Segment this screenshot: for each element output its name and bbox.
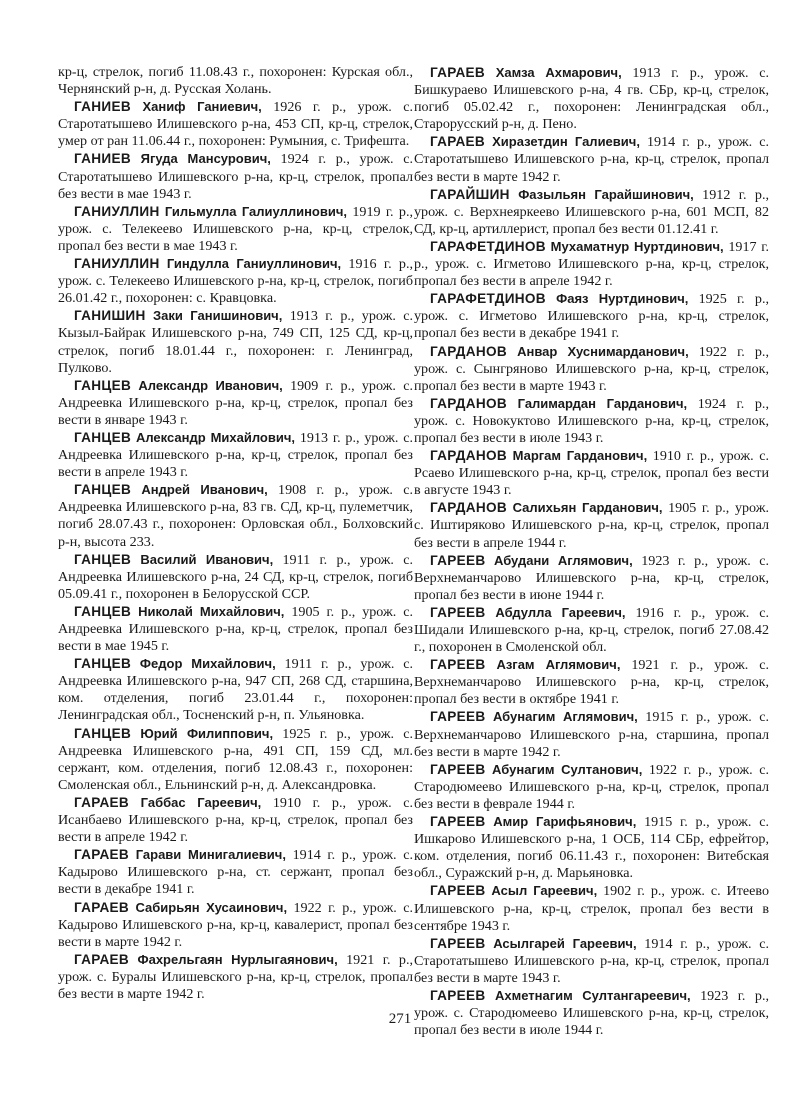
entry-given-name: Асылгарей Гареевич, bbox=[493, 935, 637, 951]
entry-details: 1915 г. р., урож. с. Ишкарово Илишевского р-на, 1 ОСБ, 114 СБр, ефрейтор, ком. отделения, погиб 06.11.43 г., похоронен: Витебская обл., Суражский р-н, д. Марьяновка. bbox=[414, 814, 769, 882]
entry-details: 1922 г. р., урож. с. Сынгряново Илишевского р-на, кр-ц, стрелок, пропал без вести в марте 1943 г. bbox=[414, 343, 769, 394]
entry-details: 1924 г. р., урож. с. Старотатышево Илишевского р-на, кр-ц, стрелок, пропал без вести в мае 1943 г. bbox=[58, 151, 413, 202]
entry-given-name: Маргам Гарданович, bbox=[512, 448, 648, 464]
entry-details: 1914 г. р., урож. с. Старотатышево Илишевского р-на, кр-ц, стрелок, пропал без вести в марте 1942 г. bbox=[414, 134, 770, 185]
entry-surname: ГАРДАНОВ bbox=[430, 343, 507, 359]
entry-surname: ГАРАЙШИН bbox=[430, 186, 510, 202]
entry-given-name: Заки Ганишинович, bbox=[152, 308, 283, 324]
entry-details: 1924 г. р., урож. с. Новокуктово Илишевского р-на, кр-ц, стрелок, пропал без вести в июле 1943 г. bbox=[414, 395, 769, 446]
entry-details: 1913 г. р., урож. с. Кызыл-Байрак Илишевского р-на, 749 СП, 125 СД, кр-ц, стрелок, погиб 18.01.44 г., похоронен: г. Ленинград, Пулково. bbox=[58, 308, 413, 376]
entry-details: 1905 г. р., урож. с. Иштиряково Илишевского р-на, кр-ц, стрелок, пропал без вести в апреле 1944 г. bbox=[414, 500, 769, 551]
entry-given-name: Андрей Иванович, bbox=[141, 482, 268, 498]
entry-given-name: Салихьян Гарданович, bbox=[512, 500, 663, 516]
entry bbox=[58, 551, 413, 603]
entry-details: 1910 г. р., урож. с. Рсаево Илишевского р-на, кр-ц, стрелок, пропал без вести в августе 1943 г. bbox=[414, 448, 769, 499]
entry-given-name: Фахрельгаян Нурлыгаянович, bbox=[137, 951, 338, 967]
entry bbox=[58, 98, 413, 150]
right-entries bbox=[414, 64, 769, 1039]
entry-given-name: Гарави Минигалиевич, bbox=[135, 847, 286, 863]
entry-surname: ГАНИУЛЛИН bbox=[74, 203, 160, 219]
entry-given-name: Анвар Хуснимарданович, bbox=[517, 343, 689, 359]
entry bbox=[414, 395, 769, 447]
entry-surname: ГАРЕЕВ bbox=[430, 657, 486, 673]
entry-details: 1914 г. р., урож. с. Старотатышево Илишевского р-на, кр-ц, стрелок, пропал без вести в марте 1943 г. bbox=[414, 935, 769, 986]
entry bbox=[414, 656, 769, 708]
continuation-text: кр-ц, стрелок, погиб 11.08.43 г., похоронен: Курская обл., Чернянский р-н, д. Русская Холань. bbox=[58, 64, 413, 98]
entry-surname: ГАРАФЕТДИНОВ bbox=[430, 291, 546, 307]
entry-given-name: Мухаматнур Нуртдинович, bbox=[550, 238, 724, 254]
entry-surname: ГАНЦЕВ bbox=[74, 482, 132, 498]
entry-given-name: Габбас Гареевич, bbox=[140, 794, 262, 810]
entry-given-name: Амир Гарифьянович, bbox=[493, 814, 637, 830]
left-entries bbox=[58, 98, 413, 1003]
entry-given-name: Хиразетдин Галиевич, bbox=[492, 134, 640, 150]
entry-given-name: Асыл Гареевич, bbox=[491, 883, 598, 899]
entry bbox=[414, 552, 769, 604]
entry-surname: ГАРЕЕВ bbox=[430, 709, 486, 725]
entry-surname: ГАРАЕВ bbox=[430, 65, 486, 80]
entry-details: 1911 г. р., урож. с. Андреевка Илишевского р-на, 947 СП, 268 СД, старшина, ком. отделения, погиб 23.01.44 г., похоронен: Ленинградская обл., Тосненский р-н, п. Ульяновка. bbox=[58, 656, 414, 724]
entry-given-name: Василий Иванович, bbox=[140, 551, 274, 567]
entry-given-name: Хамза Ахмарович, bbox=[495, 65, 622, 80]
entry-details: 1910 г. р., урож. с. Исанбаево Илишевского р-на, кр-ц, стрелок, пропал без вести в апреле 1942 г. bbox=[58, 794, 413, 846]
entry-given-name: Галимардан Гарданович, bbox=[517, 395, 688, 411]
entry-surname: ГАНЦЕВ bbox=[74, 603, 132, 619]
entry bbox=[414, 935, 769, 987]
entry bbox=[414, 882, 769, 934]
entry-given-name: Гильмулла Галиуллинович, bbox=[164, 203, 348, 219]
entry-details: 1909 г. р., урож. с. Андреевка Илишевского р-на, кр-ц, стрелок, пропал без вести в январе 1943 г. bbox=[58, 377, 413, 428]
entry-surname: ГАРДАНОВ bbox=[430, 500, 507, 516]
entry-given-name: Юрий Филиппович, bbox=[140, 725, 274, 741]
entry bbox=[414, 64, 769, 133]
entry-surname: ГАРЕЕВ bbox=[430, 935, 486, 951]
entry-surname: ГАРЕЕВ bbox=[430, 814, 486, 830]
entry bbox=[58, 307, 413, 376]
entry-given-name: Ахметнагим Султангареевич, bbox=[494, 987, 691, 1003]
entry bbox=[414, 813, 769, 882]
entry bbox=[58, 150, 413, 202]
entry-details: 1921 г. р., урож. с. Буралы Илишевского р-на, кр-ц, стрелок, пропал без вести в марте 1942 г. bbox=[58, 951, 413, 1002]
page-number: 271 bbox=[388, 1011, 412, 1027]
entry-surname: ГАНИШИН bbox=[74, 308, 146, 324]
entry-surname: ГАРДАНОВ bbox=[430, 448, 507, 464]
entry bbox=[414, 186, 769, 238]
entry-surname: ГАРЕЕВ bbox=[430, 761, 486, 777]
entry-given-name: Фазыльян Гарайшинович, bbox=[518, 186, 694, 202]
entry-given-name: Фаяз Нуртдинович, bbox=[556, 291, 689, 307]
entry-surname: ГАРЕЕВ bbox=[430, 552, 486, 568]
entry-given-name: Абдулла Гареевич, bbox=[495, 604, 626, 620]
entry bbox=[414, 447, 769, 499]
entry-given-name: Александр Иванович, bbox=[138, 377, 283, 393]
entry-surname: ГАНИЕВ bbox=[74, 151, 131, 167]
entry bbox=[58, 899, 413, 951]
entry bbox=[414, 761, 769, 813]
entry-given-name: Николай Михайлович, bbox=[138, 603, 285, 619]
entry-surname: ГАРАФЕТДИНОВ bbox=[430, 238, 546, 254]
entry-surname: ГАНЦЕВ bbox=[74, 377, 132, 393]
entry-given-name: Абунагим Султанович, bbox=[492, 761, 643, 777]
entry-details: 1905 г. р., урож. с. Андреевка Илишевского р-на, кр-ц, стрелок, пропал без вести в мае 1945 г. bbox=[58, 603, 413, 655]
entry-given-name: Ягуда Мансурович, bbox=[140, 151, 271, 167]
entry-details: 1916 г. р., урож. с. Телекеево Илишевского р-на, кр-ц, стрелок, погиб 26.01.42 г., похоронен: с. Кравцовка. bbox=[58, 256, 413, 307]
entry-given-name: Гиндулла Ганиуллинович, bbox=[166, 256, 342, 272]
entry-surname: ГАРАЕВ bbox=[430, 134, 486, 150]
entry-details: 1913 г. р., урож. с. Андреевка Илишевского р-на, кр-ц, стрелок, пропал без вести в апреле 1943 г. bbox=[58, 429, 414, 481]
entry-surname: ГАРАЕВ bbox=[74, 794, 130, 810]
entry bbox=[414, 499, 769, 551]
entry-details: 1908 г. р., урож. с. Андреевка Илишевского р-на, 83 гв. СД, кр-ц, пулеметчик, погиб 28.07.43 г., похоронен: Орловская обл., Болховский р-н, высота 233. bbox=[58, 482, 413, 550]
left-column bbox=[58, 64, 413, 1003]
entry-given-name: Сабирьян Хусаинович, bbox=[135, 899, 288, 915]
entry-details: 1902 г. р., урож. с. Итеево Илишевского р-на, кр-ц, стрелок, пропал без вести в сентябре 1943 г. bbox=[414, 883, 770, 934]
entry-details: 1916 г. р., урож. с. Шидали Илишевского р-на, кр-ц, стрелок, погиб 27.08.42 г., похоронен в Смоленской обл. bbox=[414, 604, 769, 656]
entry bbox=[414, 343, 769, 395]
entry-surname: ГАРДАНОВ bbox=[430, 395, 507, 411]
entry-details: 1911 г. р., урож. с. Андреевка Илишевского р-на, 24 СД, кр-ц, стрелок, погиб 05.09.41 г., похоронен в Белорусской ССР. bbox=[58, 551, 413, 602]
entry bbox=[58, 794, 413, 846]
entry bbox=[58, 725, 413, 794]
entry bbox=[414, 708, 769, 760]
entry-surname: ГАРЕЕВ bbox=[430, 604, 486, 620]
entry bbox=[58, 846, 413, 898]
entry-surname: ГАНЦЕВ bbox=[74, 656, 132, 672]
entry-details: 1917 г. р., урож. с. Игметово Илишевского р-на, кр-ц, стрелок, пропал без вести в апреле 1942 г. bbox=[414, 238, 769, 290]
entry bbox=[58, 481, 413, 550]
entry bbox=[58, 255, 413, 307]
entry-details: 1912 г. р., урож. с. Верхнеяркеево Илишевского р-на, 601 МСП, 82 СД, кр-ц, артиллерист, пропал без вести 01.12.41 г. bbox=[414, 186, 769, 237]
entry-surname: ГАРАЕВ bbox=[74, 847, 130, 863]
entry-details: 1914 г. р., урож. с. Кадырово Илишевского р-на, ст. сержант, пропал без вести в декабре 1941 г. bbox=[58, 847, 413, 898]
entry bbox=[414, 133, 769, 185]
entry-surname: ГАНИУЛЛИН bbox=[74, 256, 160, 272]
entry-details: 1919 г. р., урож. с. Телекеево Илишевского р-на, кр-ц, стрелок, пропал без вести в мае 1943 г. bbox=[58, 203, 413, 254]
entry-given-name: Абунагим Аглямович, bbox=[492, 709, 638, 725]
entry bbox=[58, 603, 413, 655]
entry-details: 1921 г. р., урож. с. Верхнеманчарово Илишевского р-на, кр-ц, стрелок, пропал без вести в октябре 1941 г. bbox=[414, 657, 769, 708]
entry-given-name: Александр Михайлович, bbox=[135, 429, 296, 445]
entry-surname: ГАРЕЕВ bbox=[430, 883, 486, 899]
entry-surname: ГАРАЕВ bbox=[74, 899, 130, 915]
entry-details: 1915 г. р., урож. с. Верхнеманчарово Илишевского р-на, старшина, пропал без вести в марте 1942 г. bbox=[414, 709, 769, 760]
entry-details: 1925 г. р., урож. с. Андреевка Илишевского р-на, 491 СП, 159 СД, мл. сержант, ком. отделения, погиб 12.08.43 г., похоронен: Смоленская обл., Ельнинский р-н, д. Александровка. bbox=[58, 725, 413, 793]
entry-surname: ГАНЦЕВ bbox=[74, 725, 132, 741]
entry-details: 1923 г. р., урож. с. Стародюмеево Илишевского р-на, кр-ц, стрелок, пропал без вести в июле 1944 г. bbox=[414, 987, 769, 1039]
entry-surname: ГАРАЕВ bbox=[74, 951, 130, 967]
entry bbox=[414, 290, 769, 342]
entry bbox=[414, 238, 769, 290]
entry-details: 1926 г. р., урож. с. Старотатышево Илишевского р-на, 453 СП, кр-ц, стрелок, умер от ран 11.06.44 г., похоронен: Румыния, с. Трифешта. bbox=[58, 99, 413, 150]
entry bbox=[58, 377, 413, 429]
entry-details: 1913 г. р., урож. с. Бишкураево Илишевского р-на, 4 гв. СБр, кр-ц, стрелок, погиб 05.02.42 г., похоронен: Ленинградская обл., Старорусский р-н, д. Пено. bbox=[414, 65, 769, 133]
entry-surname: ГАНЦЕВ bbox=[74, 429, 132, 445]
entry bbox=[58, 655, 413, 724]
entry-surname: ГАНИЕВ bbox=[74, 99, 131, 115]
entry bbox=[414, 604, 769, 656]
entry-details: 1923 г. р., урож. с. Верхнеманчарово Илишевского р-на, кр-ц, стрелок, пропал без вести в июне 1944 г. bbox=[414, 552, 769, 603]
entry-surname: ГАНЦЕВ bbox=[74, 551, 132, 567]
entry-details: 1925 г. р., урож. с. Игметово Илишевского р-на, кр-ц, стрелок, пропал без вести в декабре 1941 г. bbox=[414, 291, 769, 342]
entry bbox=[58, 203, 413, 255]
right-column bbox=[414, 64, 769, 1039]
entry bbox=[58, 951, 413, 1003]
entry-given-name: Федор Михайлович, bbox=[139, 656, 276, 672]
entry-details: 1922 г. р., урож. с. Кадырово Илишевского р-на, кр-ц, кавалерист, пропал без вести в марте 1942 г. bbox=[58, 899, 413, 950]
entry-details: 1922 г. р., урож. с. Стародюмеево Илишевского р-на, кр-ц, стрелок, пропал без вести в феврале 1944 г. bbox=[414, 761, 769, 812]
entry-surname: ГАРЕЕВ bbox=[430, 987, 486, 1003]
entry-given-name: Азгам Аглямович, bbox=[496, 657, 621, 673]
entry bbox=[58, 429, 413, 481]
entry-given-name: Ханиф Ганиевич, bbox=[142, 99, 262, 115]
entry-given-name: Абудани Аглямович, bbox=[493, 552, 633, 568]
